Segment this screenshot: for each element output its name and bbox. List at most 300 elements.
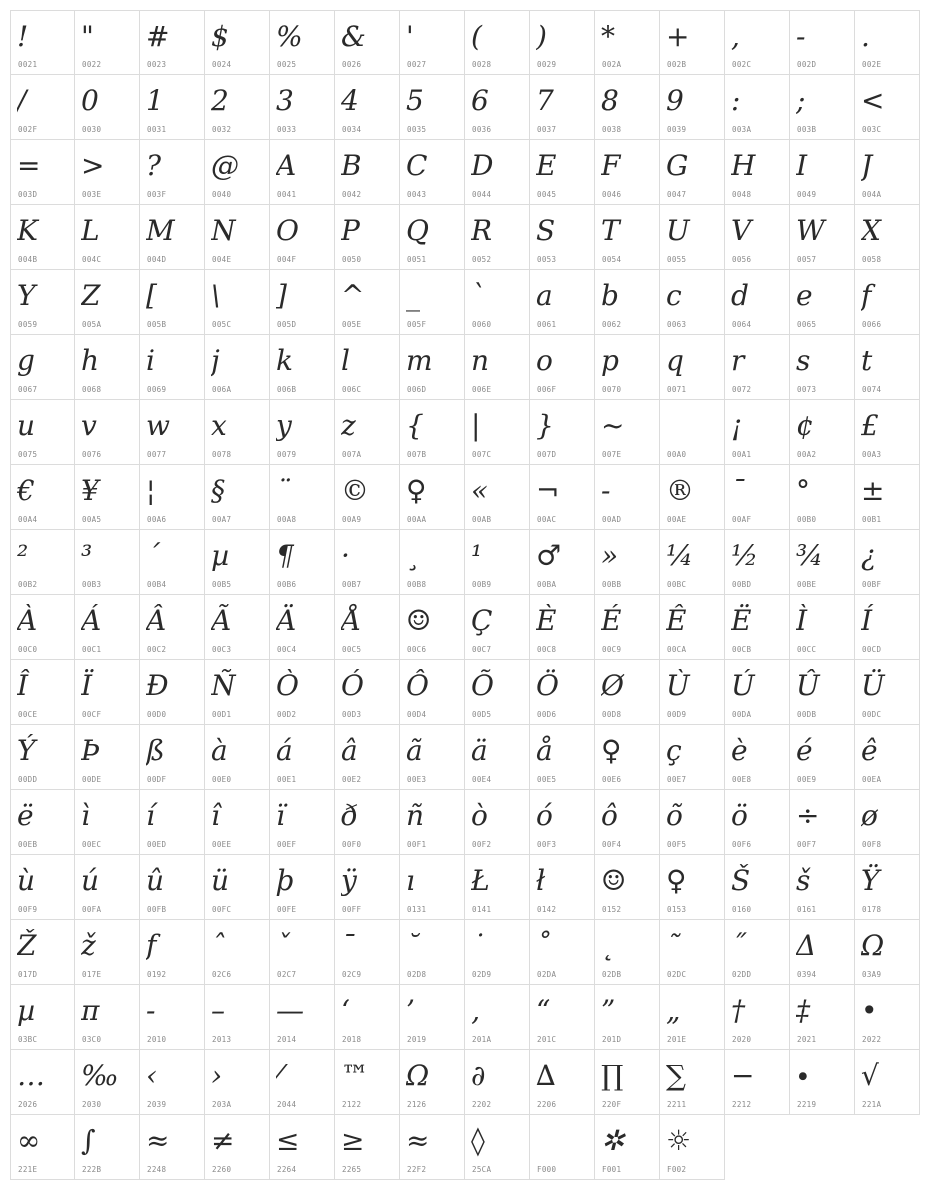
glyph-code: 00B6	[277, 580, 297, 589]
glyph-char: _	[406, 279, 420, 312]
glyph-code: 00EA	[862, 775, 882, 784]
glyph-code: 0051	[407, 255, 427, 264]
glyph-char: €	[17, 474, 35, 507]
glyph-code: 0077	[147, 450, 167, 459]
glyph-code: 00F2	[472, 840, 492, 849]
glyph-char: ±	[861, 474, 885, 507]
glyph-code: 00C4	[277, 645, 297, 654]
glyph-code: 0054	[602, 255, 622, 264]
glyph-cell	[10, 400, 75, 465]
glyph-cell	[725, 1050, 790, 1115]
glyph-code: 0141	[472, 905, 492, 914]
glyph-char: Ç	[471, 604, 493, 637]
glyph-code: 00E6	[602, 775, 622, 784]
glyph-code: 0059	[18, 320, 38, 329]
glyph-code: 2202	[472, 1100, 492, 1109]
glyph-cell	[465, 400, 530, 465]
glyph-cell	[790, 855, 855, 920]
glyph-char: Ω	[406, 1059, 430, 1092]
glyph-cell	[10, 465, 75, 530]
glyph-char: π	[81, 994, 100, 1027]
glyph-code: 2211	[667, 1100, 687, 1109]
glyph-code: 006D	[407, 385, 427, 394]
glyph-cell	[530, 205, 595, 270]
glyph-char: ˝	[731, 929, 745, 962]
glyph-code: 00B9	[472, 580, 492, 589]
glyph-cell	[205, 985, 270, 1050]
glyph-cell	[205, 1050, 270, 1115]
glyph-cell	[855, 920, 920, 985]
glyph-code: 2019	[407, 1035, 427, 1044]
glyph-code: F001	[602, 1165, 622, 1174]
glyph-code: 002E	[862, 60, 882, 69]
glyph-code: 00AB	[472, 515, 492, 524]
glyph-code: 0028	[472, 60, 492, 69]
glyph-code: 003C	[862, 125, 882, 134]
glyph-char: ¿	[861, 539, 877, 572]
glyph-code: 00D1	[212, 710, 232, 719]
glyph-code: 0068	[82, 385, 102, 394]
glyph-code: 0030	[82, 125, 102, 134]
glyph-cell	[400, 400, 465, 465]
glyph-char: ¦	[146, 474, 156, 507]
glyph-char: Á	[81, 604, 102, 637]
glyph-cell	[10, 75, 75, 140]
glyph-char: @	[211, 149, 239, 182]
glyph-char: °	[796, 474, 810, 507]
glyph-code: 005B	[147, 320, 167, 329]
glyph-cell	[140, 1115, 205, 1180]
glyph-cell	[140, 140, 205, 205]
glyph-cell	[465, 335, 530, 400]
glyph-char: y	[276, 409, 292, 442]
glyph-code: 0131	[407, 905, 427, 914]
glyph-cell	[400, 725, 465, 790]
glyph-code: 00C8	[537, 645, 557, 654]
glyph-cell	[725, 595, 790, 660]
glyph-char: 2	[211, 84, 229, 117]
glyph-cell	[595, 400, 660, 465]
glyph-cell	[725, 790, 790, 855]
glyph-code: 0039	[667, 125, 687, 134]
character-map-grid	[10, 10, 920, 1180]
glyph-char: “	[536, 994, 551, 1027]
glyph-char: p	[601, 344, 619, 377]
glyph-char: Ł	[471, 864, 490, 897]
glyph-code: 0160	[732, 905, 752, 914]
glyph-code: 00D5	[472, 710, 492, 719]
glyph-cell	[465, 985, 530, 1050]
glyph-code: 006E	[472, 385, 492, 394]
glyph-code: 2219	[797, 1100, 817, 1109]
glyph-cell	[465, 790, 530, 855]
glyph-cell	[660, 400, 725, 465]
glyph-cell	[10, 140, 75, 205]
glyph-code: F000	[537, 1165, 557, 1174]
glyph-cell	[75, 660, 140, 725]
glyph-char: V	[731, 214, 752, 247]
glyph-code: 0055	[667, 255, 687, 264]
glyph-cell	[660, 1115, 725, 1180]
glyph-char: ù	[17, 864, 36, 897]
glyph-code: 00E3	[407, 775, 427, 784]
glyph-cell	[595, 335, 660, 400]
glyph-cell	[140, 400, 205, 465]
glyph-code: 0071	[667, 385, 687, 394]
glyph-cell	[140, 1050, 205, 1115]
glyph-cell	[855, 855, 920, 920]
glyph-code: 00F9	[18, 905, 38, 914]
glyph-cell	[855, 205, 920, 270]
glyph-code: 2022	[862, 1035, 882, 1044]
glyph-code: 0067	[18, 385, 38, 394]
glyph-cell	[10, 595, 75, 660]
glyph-cell	[855, 530, 920, 595]
glyph-char: ·	[341, 539, 350, 572]
glyph-char: â	[341, 734, 358, 767]
glyph-code: 017D	[18, 970, 38, 979]
glyph-code: 00C9	[602, 645, 622, 654]
glyph-code: 00E0	[212, 775, 232, 784]
glyph-cell	[660, 205, 725, 270]
glyph-cell	[530, 335, 595, 400]
glyph-char: ú	[81, 864, 100, 897]
glyph-code: 00BB	[602, 580, 622, 589]
glyph-cell	[595, 790, 660, 855]
glyph-code: 00A8	[277, 515, 297, 524]
glyph-code: 00F0	[342, 840, 362, 849]
glyph-code: 00E5	[537, 775, 557, 784]
glyph-cell	[270, 920, 335, 985]
glyph-char: |	[471, 409, 481, 442]
glyph-code: 00B8	[407, 580, 427, 589]
glyph-code: 00FE	[277, 905, 297, 914]
glyph-cell	[530, 400, 595, 465]
glyph-char: l	[341, 344, 350, 377]
glyph-cell	[400, 1115, 465, 1180]
glyph-char: …	[17, 1059, 45, 1092]
glyph-cell	[530, 75, 595, 140]
glyph-cell	[855, 75, 920, 140]
glyph-char: ƒ	[146, 929, 157, 962]
glyph-char: –	[211, 994, 225, 1027]
glyph-char: ‐	[146, 994, 156, 1027]
glyph-cell	[400, 855, 465, 920]
glyph-code: 02C6	[212, 970, 232, 979]
glyph-cell	[790, 140, 855, 205]
glyph-cell	[790, 595, 855, 660]
glyph-char: 8	[601, 84, 619, 117]
glyph-char: Ø	[601, 669, 624, 702]
glyph-char: á	[276, 734, 293, 767]
glyph-cell	[75, 855, 140, 920]
glyph-char: Î	[17, 669, 29, 702]
glyph-cell	[725, 855, 790, 920]
glyph-char: E	[536, 149, 557, 182]
glyph-code: 03A9	[862, 970, 882, 979]
glyph-char: è	[731, 734, 748, 767]
glyph-char: M	[146, 214, 175, 247]
glyph-code: 00D4	[407, 710, 427, 719]
glyph-code: 00D6	[537, 710, 557, 719]
glyph-code: 0032	[212, 125, 232, 134]
glyph-cell	[595, 595, 660, 660]
glyph-cell	[270, 205, 335, 270]
glyph-char: ‡	[796, 994, 810, 1027]
glyph-cell	[660, 465, 725, 530]
glyph-char: ☺	[601, 864, 627, 897]
glyph-char: L	[81, 214, 100, 247]
glyph-code: 203A	[212, 1100, 232, 1109]
glyph-char: ¢	[796, 409, 814, 442]
glyph-cell	[335, 1050, 400, 1115]
glyph-char: ¸	[406, 539, 420, 572]
glyph-code: 004B	[18, 255, 38, 264]
glyph-char: Ü	[861, 669, 885, 702]
glyph-code: 00FF	[342, 905, 362, 914]
glyph-cell	[465, 140, 530, 205]
glyph-code: 2264	[277, 1165, 297, 1174]
glyph-char: -	[796, 20, 806, 53]
glyph-cell	[10, 270, 75, 335]
glyph-char: à	[211, 734, 228, 767]
glyph-cell	[725, 75, 790, 140]
glyph-char: Í	[861, 604, 873, 637]
glyph-cell	[270, 400, 335, 465]
glyph-code: 02D9	[472, 970, 492, 979]
glyph-cell	[400, 920, 465, 985]
glyph-char: Q	[406, 214, 429, 247]
glyph-char: š	[796, 864, 811, 897]
glyph-code: 00B2	[18, 580, 38, 589]
glyph-char: ı	[406, 864, 415, 897]
glyph-cell	[790, 725, 855, 790]
glyph-code: 0142	[537, 905, 557, 914]
glyph-char: f	[861, 279, 872, 312]
glyph-char: å	[536, 734, 553, 767]
glyph-cell	[595, 660, 660, 725]
glyph-code: 003A	[732, 125, 752, 134]
glyph-char: À	[17, 604, 38, 637]
glyph-char: 7	[536, 84, 554, 117]
glyph-char: ‹	[146, 1059, 158, 1092]
glyph-code: 0063	[667, 320, 687, 329]
glyph-char: *	[601, 20, 615, 53]
glyph-code: 0153	[667, 905, 687, 914]
glyph-cell	[725, 140, 790, 205]
glyph-code: 0023	[147, 60, 167, 69]
glyph-code: 02DC	[667, 970, 687, 979]
glyph-cell	[660, 660, 725, 725]
glyph-cell	[660, 75, 725, 140]
glyph-cell	[530, 10, 595, 75]
glyph-cell	[595, 985, 660, 1050]
glyph-cell	[660, 10, 725, 75]
glyph-code: 00DC	[862, 710, 882, 719]
glyph-code: 00F6	[732, 840, 752, 849]
glyph-char: ü	[211, 864, 230, 897]
glyph-char: ê	[861, 734, 878, 767]
glyph-code: 00CC	[797, 645, 817, 654]
glyph-char: ♀	[601, 734, 622, 767]
glyph-cell	[465, 920, 530, 985]
glyph-code: 0192	[147, 970, 167, 979]
glyph-cell	[10, 10, 75, 75]
glyph-char: [	[146, 279, 157, 312]
glyph-cell	[75, 790, 140, 855]
glyph-code: 0027	[407, 60, 427, 69]
glyph-code: F002	[667, 1165, 687, 1174]
glyph-code: 0044	[472, 190, 492, 199]
glyph-cell	[465, 530, 530, 595]
glyph-cell	[75, 595, 140, 660]
glyph-char: O	[276, 214, 299, 247]
glyph-char: ½	[731, 539, 759, 572]
glyph-code: 0052	[472, 255, 492, 264]
glyph-char: Δ	[796, 929, 817, 962]
glyph-code: 007D	[537, 450, 557, 459]
glyph-cell	[595, 1115, 660, 1180]
glyph-char: J	[861, 149, 873, 182]
glyph-cell	[725, 400, 790, 465]
glyph-cell	[530, 1115, 595, 1180]
glyph-code: 005D	[277, 320, 297, 329]
glyph-code: 00C6	[407, 645, 427, 654]
glyph-code: 002A	[602, 60, 622, 69]
glyph-code: 00DE	[82, 775, 102, 784]
glyph-char: ²	[17, 539, 29, 572]
glyph-cell	[270, 10, 335, 75]
glyph-cell	[595, 855, 660, 920]
glyph-code: 00CF	[82, 710, 102, 719]
glyph-char: <	[861, 84, 885, 117]
glyph-cell	[75, 10, 140, 75]
glyph-code: 0064	[732, 320, 752, 329]
glyph-cell	[530, 270, 595, 335]
glyph-cell	[400, 465, 465, 530]
glyph-code: 00B1	[862, 515, 882, 524]
glyph-code: 00B5	[212, 580, 232, 589]
glyph-char: ∫	[81, 1124, 96, 1157]
glyph-cell	[595, 725, 660, 790]
glyph-char: ]	[276, 279, 287, 312]
glyph-cell	[855, 140, 920, 205]
glyph-code: 221A	[862, 1100, 882, 1109]
glyph-cell	[790, 530, 855, 595]
glyph-code: 2020	[732, 1035, 752, 1044]
glyph-code: 00A6	[147, 515, 167, 524]
glyph-code: 0161	[797, 905, 817, 914]
glyph-cell	[595, 270, 660, 335]
glyph-code: 0042	[342, 190, 362, 199]
glyph-code: 0078	[212, 450, 232, 459]
glyph-cell	[855, 790, 920, 855]
glyph-cell	[335, 725, 400, 790]
glyph-char: Ý	[17, 734, 36, 767]
glyph-char: Š	[731, 864, 751, 897]
glyph-char: H	[731, 149, 756, 182]
glyph-code: 00DD	[18, 775, 38, 784]
glyph-cell	[270, 140, 335, 205]
glyph-char: 3	[276, 84, 294, 117]
glyph-code: 002D	[797, 60, 817, 69]
glyph-char: }	[536, 409, 554, 442]
glyph-code: 00F4	[602, 840, 622, 849]
glyph-char: Ó	[341, 669, 364, 702]
glyph-char: Ù	[666, 669, 690, 702]
glyph-cell	[530, 1050, 595, 1115]
glyph-cell	[660, 855, 725, 920]
glyph-char: ð	[341, 799, 358, 832]
glyph-char: ♀	[666, 864, 687, 897]
glyph-code: 0072	[732, 385, 752, 394]
glyph-code: 02D8	[407, 970, 427, 979]
glyph-cell	[790, 270, 855, 335]
glyph-code: 2010	[147, 1035, 167, 1044]
glyph-char: '	[406, 20, 414, 53]
glyph-code: 02DA	[537, 970, 557, 979]
glyph-char: ó	[536, 799, 553, 832]
glyph-code: 0057	[797, 255, 817, 264]
glyph-cell	[595, 75, 660, 140]
glyph-code: 0036	[472, 125, 492, 134]
glyph-char: ñ	[406, 799, 425, 832]
glyph-char: õ	[666, 799, 683, 832]
glyph-code: 00C1	[82, 645, 102, 654]
glyph-char: ™	[341, 1059, 369, 1092]
glyph-cell	[595, 530, 660, 595]
glyph-cell	[855, 660, 920, 725]
glyph-char: #	[146, 20, 170, 53]
glyph-char: k	[276, 344, 293, 377]
glyph-code: 0394	[797, 970, 817, 979]
glyph-char: ☼	[666, 1124, 692, 1157]
glyph-cell	[75, 140, 140, 205]
glyph-code: 00CA	[667, 645, 687, 654]
glyph-cell	[205, 140, 270, 205]
glyph-char: ‰	[81, 1059, 119, 1092]
glyph-char: Ω	[861, 929, 885, 962]
glyph-cell	[595, 465, 660, 530]
glyph-char: ˘	[406, 929, 420, 962]
glyph-char: I	[796, 149, 808, 182]
glyph-cell	[10, 205, 75, 270]
glyph-char: Ï	[81, 669, 93, 702]
glyph-code: 2039	[147, 1100, 167, 1109]
glyph-char: &	[341, 20, 366, 53]
glyph-code: 00B7	[342, 580, 362, 589]
glyph-code: 0074	[862, 385, 882, 394]
glyph-code: 221E	[18, 1165, 38, 1174]
glyph-code: 00AC	[537, 515, 557, 524]
glyph-cell	[270, 1050, 335, 1115]
glyph-cell	[335, 595, 400, 660]
glyph-code: 0152	[602, 905, 622, 914]
glyph-cell	[400, 595, 465, 660]
glyph-char: +	[666, 20, 690, 53]
glyph-cell	[530, 790, 595, 855]
glyph-code: 00A5	[82, 515, 102, 524]
glyph-cell	[660, 335, 725, 400]
glyph-code: 006C	[342, 385, 362, 394]
glyph-cell	[465, 660, 530, 725]
glyph-code: 00B0	[797, 515, 817, 524]
glyph-code: 0031	[147, 125, 167, 134]
glyph-cell	[725, 205, 790, 270]
glyph-code: 00EC	[82, 840, 102, 849]
glyph-cell	[335, 920, 400, 985]
glyph-code: 007C	[472, 450, 492, 459]
